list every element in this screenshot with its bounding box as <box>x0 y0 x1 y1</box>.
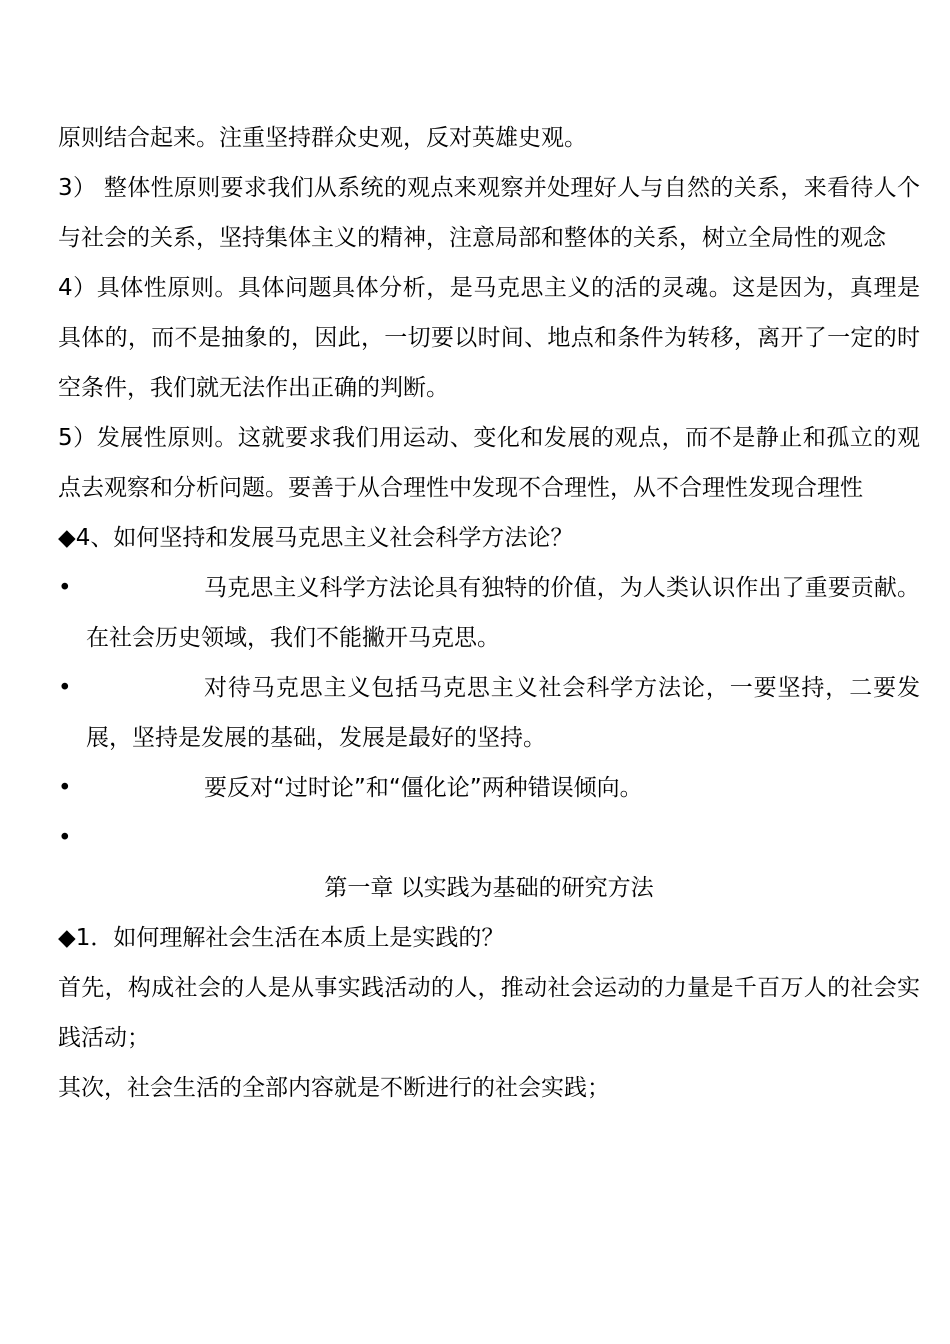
bullet-text: 对待马克思主义包括马克思主义社会科学方法论，一要坚持，二要发展，坚持是发展的基础，发展是最好的坚持。 <box>86 675 920 751</box>
bullet-icon: • <box>58 825 72 851</box>
bullet-text: 马克思主义科学方法论具有独特的价值，为人类认识作出了重要贡献。在社会历史领域，我们不能撇开马克思。 <box>86 575 920 651</box>
paragraph-development-principle: 5）发展性原则。这就要求我们用运动、变化和发展的观点，而不是静止和孤立的观点去观察和分析问题。要善于从合理性中发现不合理性，从不合理性发现合理性 <box>58 425 920 501</box>
document-body <box>58 113 920 1113</box>
question-heading-1: ◆1．如何理解社会生活在本质上是实践的？ <box>58 925 505 951</box>
list-item <box>58 663 920 763</box>
paragraph-second-point: 其次，社会生活的全部内容就是不断进行的社会实践； <box>58 1075 610 1101</box>
bullet-icon: • <box>58 775 72 801</box>
paragraph-holism-principle: 3） 整体性原则要求我们从系统的观点来观察并处理好人与自然的关系，来看待人个与社会的关系，坚持集体主义的精神，注意局部和整体的关系，树立全局性的观念 <box>58 175 920 251</box>
paragraph-first-point: 首先，构成社会的人是从事实践活动的人，推动社会运动的力量是千百万人的社会实践活动； <box>58 975 920 1051</box>
paragraph-concreteness-principle: 4）具体性原则。具体问题具体分析，是马克思主义的活的灵魂。这是因为，真理是具体的，而不是抽象的，因此，一切要以时间、地点和条件为转移，离开了一定的时空条件，我们就无法作出正确的判断。 <box>58 275 920 401</box>
list-item <box>58 563 920 663</box>
bullet-text: 要反对“过时论”和“僵化论”两种错误倾向。 <box>204 775 643 801</box>
list-item <box>58 763 920 813</box>
bullet-icon: • <box>58 575 72 601</box>
paragraph-principle-continuation: 原则结合起来。注重坚持群众史观，反对英雄史观。 <box>58 125 587 151</box>
question-heading-4: ◆4、如何坚持和发展马克思主义社会科学方法论？ <box>58 525 574 551</box>
bullet-icon: • <box>58 675 72 701</box>
chapter-title: 第一章 以实践为基础的研究方法 <box>324 875 654 901</box>
list-item-empty <box>58 813 920 863</box>
